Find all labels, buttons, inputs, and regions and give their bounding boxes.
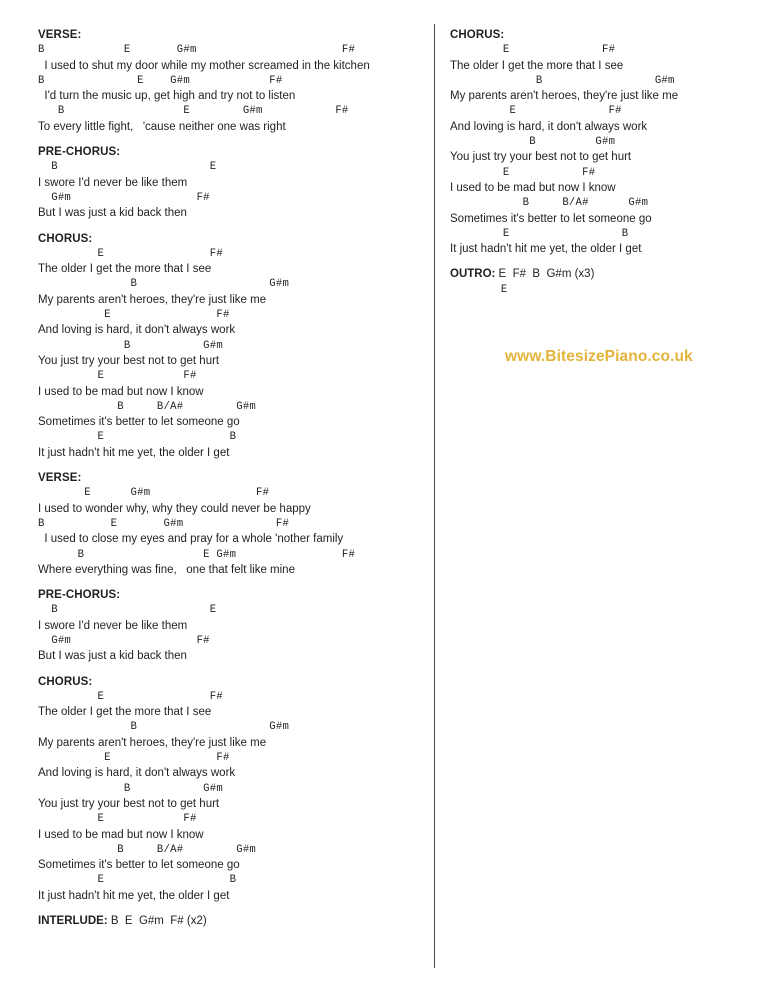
- section-heading: VERSE:: [38, 472, 82, 485]
- lyric-line: I used to be mad but now I know: [38, 828, 204, 841]
- song-section: [38, 28, 422, 135]
- lyric-line: I swore I'd never be like them: [38, 176, 188, 189]
- chord-line: B E G#m F#: [38, 517, 290, 530]
- lyric-line: It just hadn't hit me yet, the older I get: [450, 243, 642, 256]
- section-heading: PRE-CHORUS:: [38, 589, 121, 602]
- interlude-label: INTERLUDE:: [38, 915, 108, 928]
- lyric-line: You just try your best not to get hurt: [38, 797, 220, 810]
- lyric-line: Sometimes it's better to let someone go: [38, 859, 240, 872]
- song-section: [38, 588, 422, 664]
- lyric-line: I'd turn the music up, get high and try not to listen: [38, 90, 296, 103]
- lyric-line: My parents aren't heroes, they're just like me: [38, 736, 267, 749]
- chord-line: E F#: [450, 105, 622, 118]
- lyric-line: It just hadn't hit me yet, the older I get: [38, 889, 230, 902]
- lyric-line: And loving is hard, it don't always work: [38, 767, 236, 780]
- lyric-line: I used to be mad but now I know: [38, 385, 204, 398]
- right-column: [450, 28, 750, 308]
- lyric-line: The older I get the more that I see: [38, 706, 212, 719]
- chord-line: E F#: [38, 813, 197, 826]
- lyric-line: Sometimes it's better to let someone go: [450, 212, 652, 225]
- lyric-line: But I was just a kid back then: [38, 650, 187, 663]
- chord-line: G#m F#: [38, 191, 210, 204]
- chord-line: B E: [38, 161, 217, 174]
- lyric-line: I used to be mad but now I know: [450, 181, 616, 194]
- chord-line: E F#: [38, 752, 230, 765]
- chord-line: G#m F#: [38, 634, 210, 647]
- song-section: [38, 232, 422, 461]
- lyric-line: To every little fight, 'cause neither one was right: [38, 120, 286, 133]
- song-section: [38, 145, 422, 221]
- chord-line: E F#: [38, 370, 197, 383]
- lyric-line: And loving is hard, it don't always work: [38, 324, 236, 337]
- left-column: [38, 28, 422, 939]
- chord-line: B G#m: [38, 278, 290, 291]
- interlude-chords: B E G#m F# (x2): [107, 915, 207, 928]
- chord-line: B G#m: [450, 136, 616, 149]
- chord-line: E F#: [450, 166, 596, 179]
- lyric-line: I swore I'd never be like them: [38, 619, 188, 632]
- interlude-row: [38, 914, 422, 929]
- lyric-line: I used to close my eyes and pray for a whole 'nother family: [38, 533, 344, 546]
- lyric-line: My parents aren't heroes, they're just like me: [450, 90, 679, 103]
- chord-line: B B/A# G#m: [38, 843, 257, 856]
- section-heading: CHORUS:: [38, 675, 93, 688]
- chord-line: B E G#m F#: [38, 548, 356, 561]
- song-section: [38, 471, 422, 578]
- outro-extra-chord: E: [450, 283, 508, 296]
- chord-line: B G#m: [38, 339, 224, 352]
- chord-line: B G#m: [38, 721, 290, 734]
- song-section: [450, 28, 750, 257]
- column-divider: [434, 24, 435, 968]
- outro-label: OUTRO:: [450, 268, 496, 281]
- lyric-line: But I was just a kid back then: [38, 207, 187, 220]
- lyric-line: Sometimes it's better to let someone go: [38, 416, 240, 429]
- chord-line: E F#: [38, 247, 224, 260]
- song-section: [38, 675, 422, 904]
- chord-line: B G#m: [450, 74, 675, 87]
- lyric-line: The older I get the more that I see: [450, 59, 624, 72]
- section-heading: VERSE:: [38, 29, 82, 41]
- lyric-line: You just try your best not to get hurt: [450, 151, 632, 164]
- lyric-line: And loving is hard, it don't always work: [450, 120, 648, 133]
- section-heading: CHORUS:: [38, 232, 93, 245]
- chord-line: B E: [38, 604, 217, 617]
- lyric-line: You just try your best not to get hurt: [38, 354, 220, 367]
- lyric-line: I used to shut my door while my mother screamed in the kitchen: [38, 59, 370, 72]
- lyric-line: It just hadn't hit me yet, the older I get: [38, 446, 230, 459]
- chord-line: B E G#m F#: [38, 74, 283, 87]
- chord-line: B E G#m F#: [38, 44, 356, 57]
- chord-line: B B/A# G#m: [38, 400, 257, 413]
- section-heading: PRE-CHORUS:: [38, 146, 121, 159]
- outro: [450, 267, 750, 298]
- chord-line: E B: [450, 227, 629, 240]
- outro-row: [450, 267, 750, 282]
- chord-line: E B: [38, 431, 237, 444]
- interlude: [38, 914, 422, 929]
- lyric-line: Where everything was fine, one that felt like mine: [38, 563, 295, 576]
- outro-chords: E F# B G#m (x3): [495, 268, 595, 281]
- chord-line: B B/A# G#m: [450, 197, 649, 210]
- section-heading: CHORUS:: [450, 29, 505, 41]
- chord-line: E F#: [38, 309, 230, 322]
- chord-line: B E G#m F#: [38, 105, 349, 118]
- lyric-line: My parents aren't heroes, they're just like me: [38, 293, 267, 306]
- chord-line: E B: [38, 874, 237, 887]
- site-watermark: www.BitesizePiano.co.uk: [505, 348, 693, 365]
- chord-line: E F#: [38, 690, 224, 703]
- chord-line: E F#: [450, 44, 616, 57]
- chord-line: E G#m F#: [38, 487, 270, 500]
- lyric-line: I used to wonder why, why they could never be happy: [38, 502, 311, 515]
- chord-line: B G#m: [38, 782, 224, 795]
- lyric-line: The older I get the more that I see: [38, 263, 212, 276]
